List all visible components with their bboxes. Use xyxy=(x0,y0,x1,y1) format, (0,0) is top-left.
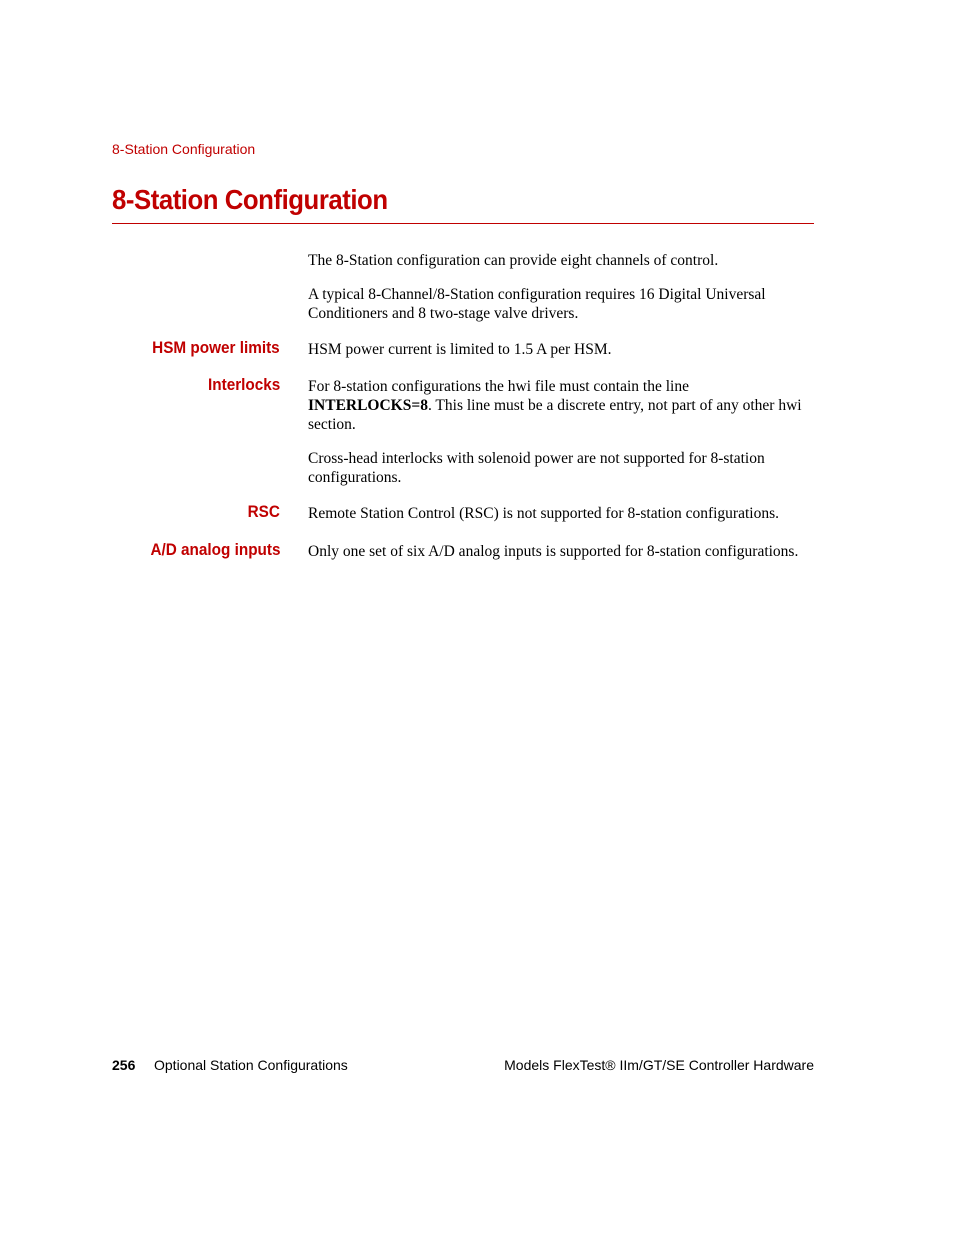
footer-book-title: Models FlexTest® IIm/GT/SE Controller Hardware xyxy=(504,1057,814,1073)
intro-text-2: A typical 8-Channel/8-Station configuration requires 16 Digital Universal Conditioners and 8 two-stage valve drivers. xyxy=(308,286,766,322)
footer-chapter: Optional Station Configurations xyxy=(154,1057,348,1073)
heading-interlocks: Interlocks xyxy=(207,375,280,394)
hsm-text: HSM power current is limited to 1.5 A per HSM. xyxy=(308,341,612,358)
intro-paragraph-1 xyxy=(308,251,814,270)
rsc-section-body xyxy=(308,504,814,523)
page-title: 8-Station Configuration xyxy=(112,184,388,215)
running-head: 8-Station Configuration xyxy=(112,141,256,157)
page-number: 256 xyxy=(112,1057,136,1073)
interlocks-section-body-2 xyxy=(308,449,814,487)
heading-rsc: RSC xyxy=(247,502,280,521)
interlocks-section-body xyxy=(308,377,814,434)
rsc-text: Remote Station Control (RSC) is not supported for 8-station configurations. xyxy=(308,505,779,522)
title-rule xyxy=(112,223,814,224)
ad-text: Only one set of six A/D analog inputs is supported for 8-station configurations. xyxy=(308,543,799,560)
interlocks-text-1: For 8-station configurations the hwi file must contain the line INTERLOCKS=8. This line must be a discrete entry, not part of any other hwi section. xyxy=(308,378,802,433)
heading-hsm-power-limits: HSM power limits xyxy=(152,338,280,357)
intro-text-1: The 8-Station configuration can provide eight channels of control. xyxy=(308,252,719,269)
intro-paragraph-2 xyxy=(308,285,814,323)
interlocks-code: INTERLOCKS=8 xyxy=(308,397,428,414)
hsm-section-body xyxy=(308,340,814,359)
ad-section-body xyxy=(308,542,814,561)
interlocks-text-2: Cross-head interlocks with solenoid power are not supported for 8-station configurations. xyxy=(308,450,765,486)
heading-ad-analog-inputs: A/D analog inputs xyxy=(149,540,280,559)
